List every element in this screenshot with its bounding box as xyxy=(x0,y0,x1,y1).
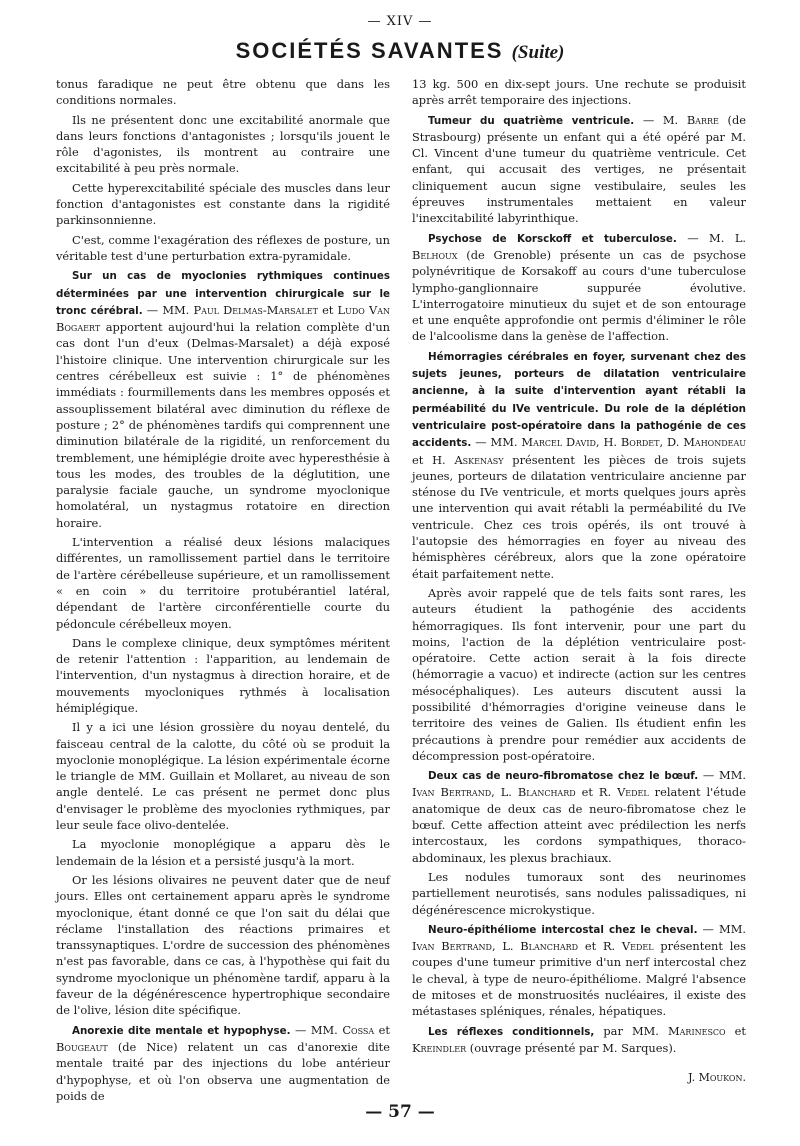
report-title: Les réflexes conditionnels, xyxy=(428,1025,595,1038)
paragraph: 13 kg. 500 en dix-sept jours. Une rechute se produisit après arrêt temporaire des injections. xyxy=(412,77,746,108)
author-name: Ludo Van Bogaert xyxy=(56,302,390,335)
report-title: Deux cas de neuro-fibromatose chez le bœuf. xyxy=(428,770,699,783)
report-title: Psychose de Korsckoff et tuberculose. xyxy=(428,232,677,245)
report-myoclonies: Sur un cas de myoclonies rythmiques continues déterminées par une intervention chirurgicale sur le tronc cérébral. — MM. Paul Delmas-Marsalet et Ludo Van Bogaert apportent aujourd'hui la relation complète d'un cas dont l'un d'eux (Delmas-Marsalet) a déjà exposé l'histoire clinique. Une intervention chirurgicale sur les centres cérébelleux est suivie : 1° de phénomènes immédiats : fourmillements dans les membres opposés et assouplissement bilatéral avec diminution du réflexe de posture ; 2° de phénomènes tardifs qui comprennent une diminution bilatérale de la rigidité, un renforcement du tremblement, une hémiplégie droite avec hyperesthésie à tous les modes, des troubles de la déglutition, une paralysie faciale gauche, un syndrome myoclonique homolatéral, un nystagmus rotatoire en direction horaire. xyxy=(56,270,390,530)
report-psychose: Psychose de Korsckoff et tuberculose. — M. L. Belhoux (de Grenoble) présente un cas de psychose polynévritique de Korsakoff au cours d'une tuberculose lympho-ganglionnaire suppurée évolutive. L'interrogatoire minutieux du sujet et de son entourage et une enquête approfondie ont permis d'éliminer le rôle de l'alcoolisme dans la genèse de l'affection. xyxy=(412,230,746,344)
author-name: Mahondeau xyxy=(683,435,746,450)
paragraph: Les nodules tumoraux sont des neurinomes partiellement neurotisés, sans nodules palissadiques, ni dégénérescence microkystique. xyxy=(412,869,746,917)
paragraph: Il y a ici une lésion grossière du noyau dentelé, du faisceau central de la calotte, du côté où se produit la myoclonie monoplégique. La lésion expérimentale écorne le triangle de MM. Guillain et Mollaret, au niveau de son angle dentelé. Le cas présent ne permet donc plus d'envisager le problème des myoclonies rythmiques, par leur seule face olivo-dentelée. xyxy=(56,720,390,833)
author-name: Bordet xyxy=(620,435,660,450)
author-name: Cossa xyxy=(342,1022,375,1037)
author-name: Ivan Bertrand xyxy=(412,785,492,800)
author-name: Askenasy xyxy=(454,452,504,467)
report-reflexes: Les réflexes conditionnels, par MM. Marinesco et Kreindler (ouvrage présenté par M. Sarques). xyxy=(412,1023,746,1055)
report-neurofibromatose: Deux cas de neuro-fibromatose chez le bœuf. — MM. Ivan Bertrand, L. Blanchard et R. Vedel relatent l'étude anatomique de deux cas de neuro-fibromatose chez le bœuf. Cette affection atteint avec prédilection les nerfs intercostaux, les cordons sympathiques, thoraco-abdominaux, les plexus brachiaux. xyxy=(412,768,746,865)
signature: J. Moukon. xyxy=(688,1071,746,1085)
page-number-top: — XIV — xyxy=(367,14,433,29)
author-name: L. Belhoux xyxy=(412,230,746,262)
header-title: SOCIÉTÉS SAVANTES xyxy=(235,38,504,63)
paragraph: tonus faradique ne peut être obtenu que dans les conditions normales. xyxy=(56,77,390,108)
author-name: Marinesco xyxy=(667,1023,726,1038)
paragraph: C'est, comme l'exagération des réflexes de posture, un véritable test d'une perturbation extra-pyramidale. xyxy=(56,232,390,263)
article-columns xyxy=(56,76,746,1103)
paragraph: Ils ne présentent donc une excitabilité anormale que dans leurs fonctions d'antagonistes ; lorsqu'ils jouent le rôle d'agonistes, ils montrent au contraire une excitabilité à peu près normale. xyxy=(56,112,390,176)
author-name: Bougeaut xyxy=(56,1039,108,1054)
author-name: Vedel xyxy=(617,785,649,800)
report-title: Anorexie dite mentale et hypophyse. xyxy=(72,1024,291,1037)
report-hemorragies: Hémorragies cérébrales en foyer, survenant chez des sujets jeunes, porteurs de dilatation ventriculaire ancienne, à la suite d'intervention ayant rétabli la perméabilité du IVe ventricule. Du role de la déplétion ventriculaire post-opératoire dans la pathogénie de ces accidents. — MM. Marcel David, H. Bordet, D. Mahondeau et H. Askenasy présentent les pièces de trois sujets jeunes, porteurs de dilatation ventriculaire ancienne par sténose du IVe ventricule, et morts quelques jours après une intervention qui avait rétabli la perméabilité du IVe ventricule. Chez ces trois opérés, ils ont trouvé à l'autopsie des hémorragies en foyer au niveau des hémisphères cérébreux, alors que la zone opératoire était parfaitement nette. xyxy=(412,350,746,581)
paragraph: Dans le complexe clinique, deux symptômes méritent de retenir l'attention : l'apparition, au lendemain de l'intervention, d'un nystagmus à direction horaire, et de mouvements myocloniques rythmés à localisation hémiplégique. xyxy=(56,635,390,715)
author-name: Vedel xyxy=(621,939,654,954)
author-name: Blanchard xyxy=(520,939,579,954)
section-header xyxy=(0,38,800,64)
paragraph: Cette hyperexcitabilité spéciale des muscles dans leur fonction d'antagonistes est constante dans la rigidité parkinsonnienne. xyxy=(56,180,390,228)
report-title: Sur un cas de myoclonies rythmiques continues déterminées par une intervention chirurgicale sur le tronc cérébral. xyxy=(56,270,390,317)
paragraph: Après avoir rappelé que de tels faits sont rares, les auteurs étudient la pathogénie des accidents hémorragiques. Ils font intervenir, pour une part du moins, l'action de la déplétion ventriculaire post-opératoire. Cette action serait à la fois directe (hémorragie a vacuo) et indirecte (action sur les centres mésocéphaliques). Les auteurs discutent aussi la possibilité d'hémorragies d'origine veineuse dans le territoire des veines de Galien. Ils étudient enfin les précautions à prendre pour remédier aux accidents de décompression post-opératoire. xyxy=(412,585,746,763)
report-title: Neuro-épithéliome intercostal chez le cheval. xyxy=(428,923,698,936)
header-suite: (Suite) xyxy=(511,42,565,63)
paragraph: Or les lésions olivaires ne peuvent dater que de neuf jours. Elles ont certainement apparu après le syndrome myoclonique, étant donné ce que l'on sait du délai que réclame l'installation des réactions primaires et transsynaptiques. L'ordre de succession des phénomènes n'est pas favorable, dans ce cas, à l'hypothèse qui fait du syndrome myoclonique un phénomène tardif, apparu à la faveur de la dégénérescence hypertrophique secondaire de l'olive, lésion dite spécifique. xyxy=(56,872,390,1018)
report-tumeur: Tumeur du quatrième ventricule. — M. Barre (de Strasbourg) présente un enfant qui a été opéré par M. Cl. Vincent d'une tumeur du quatrième ventricule. Cet enfant, qui accusait des vertiges, ne présentait cliniquement aucun signe vestibulaire, seules les épreuves instrumentales mettaient en valeur l'inexcitabilité labyrinthique. xyxy=(412,112,746,226)
report-anorexie: Anorexie dite mentale et hypophyse. — MM. Cossa et Bougeaut (de Nice) relatent un cas d'anorexie dite mentale traité par des injections du lobe antérieur d'hypophyse, et où l'on observa une augmentation de poids de xyxy=(56,1022,390,1103)
report-neuroepitheliome: Neuro-épithéliome intercostal chez le cheval. — MM. Ivan Bertrand, L. Blanchard et R. Vedel présentent les coupes d'une tumeur primitive d'un nerf intercostal chez le cheval, à type de neuro-épithéliome. Malgré l'absence de mitoses et de monstruosités nucléaires, il existe des métastases spléniques, rénales, hépatiques. xyxy=(412,921,746,1019)
author-name: Marcel David xyxy=(521,435,596,450)
author-name: Ivan Bertrand xyxy=(412,939,492,954)
paragraph: La myoclonie monoplégique a apparu dès le lendemain de la lésion et a persisté jusqu'à la mort. xyxy=(56,837,390,868)
author-name: Paul Delmas-Marsalet xyxy=(193,302,318,317)
paragraph: L'intervention a réalisé deux lésions malaciques différentes, un ramollissement partiel dans le territoire de l'artère cérébelleuse supérieure, et un ramollissement « en coin » du territoire protubérantiel latéral, dépendant de l'artère circonférentielle courte du pédoncule cérébelleux moyen. xyxy=(56,535,390,631)
page-number-bottom: — 57 — xyxy=(365,1102,435,1122)
author-name: Barre xyxy=(686,112,719,127)
right-column xyxy=(412,76,746,1085)
left-column xyxy=(56,76,390,1103)
report-title: Hémorragies cérébrales en foyer, survenant chez des sujets jeunes, porteurs de dilatation ventriculaire ancienne, à la suite d'intervention ayant rétabli la perméabilité du IVe ventricule. Du role de la déplétion ventriculaire post-opératoire dans la pathogénie de ces accidents. xyxy=(412,350,746,450)
report-title: Tumeur du quatrième ventricule. xyxy=(428,114,635,127)
author-name: Kreindler xyxy=(412,1040,467,1055)
author-name: Blanchard xyxy=(517,785,576,800)
